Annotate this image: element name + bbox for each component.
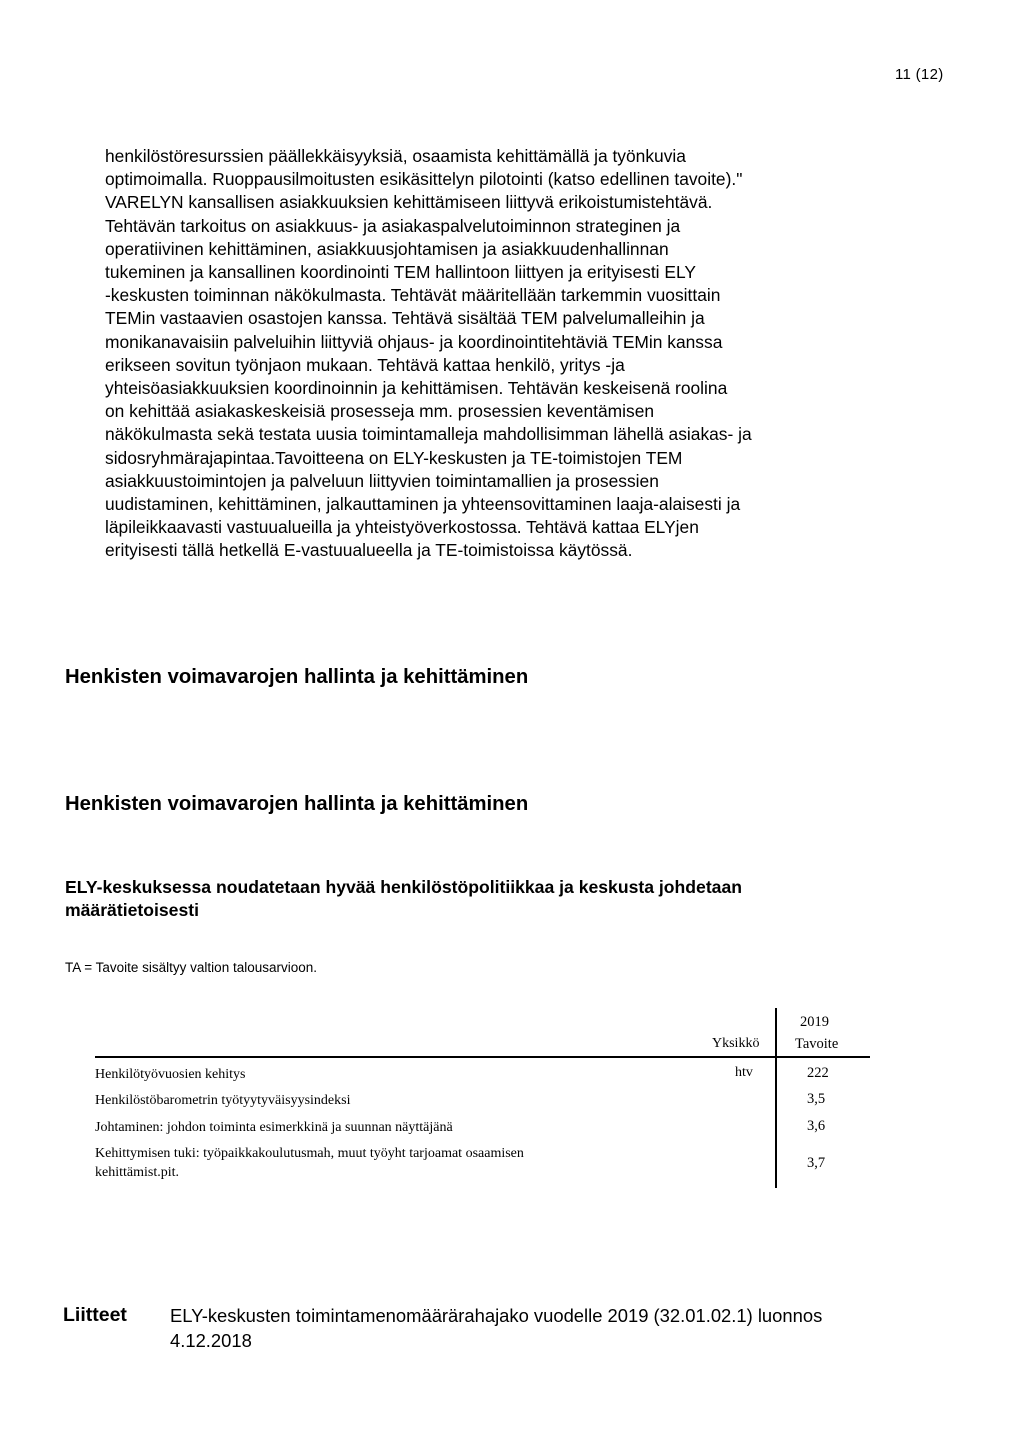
row-value: 3,6 [807, 1118, 826, 1134]
kpi-table [95, 1008, 870, 1188]
page-number: 11 (12) [895, 66, 944, 83]
section-heading: Henkisten voimavarojen hallinta ja kehittäminen [65, 666, 529, 688]
table-year-header: 2019 [800, 1014, 829, 1030]
footnote: TA = Tavoite sisältyy valtion talousarvioon. [65, 960, 318, 975]
row-label: Henkilöstöbarometrin työtyytyväisyysindeksi [95, 1093, 351, 1108]
attachments-label: Liitteet [63, 1304, 127, 1326]
body-line: sidosryhmärajapintaa.Tavoitteena on ELY-keskusten ja TE-toimistojen TEM [105, 447, 683, 468]
body-line: on kehittää asiakaskeskeisiä prosesseja mm. prosessien keventämisen [105, 401, 655, 422]
row-label: Kehittymisen tuki: työpaikkakoulutusmah, muut työyht tarjoamat osaamisen [95, 1146, 524, 1161]
policy-line: ELY-keskuksessa noudatetaan hyvää henkilöstöpolitiikkaa ja keskusta johdetaan [65, 877, 742, 897]
body-line: asiakkuustoimintojen ja palveluun liittyvien toimintamallien ja prosessien [105, 470, 659, 491]
body-line: Tehtävän tarkoitus on asiakkuus- ja asiakaspalvelutoiminnon strateginen ja [105, 215, 681, 236]
column-header-unit: Yksikkö [712, 1036, 760, 1051]
body-line: -keskusten toiminnan näkökulmasta. Tehtävät määritellään tarkemmin vuosittain [105, 285, 721, 306]
body-line: operatiivinen kehittäminen, asiakkuusjohtamisen ja asiakkuudenhallinnan [105, 238, 669, 259]
column-header-target: Tavoite [795, 1036, 839, 1052]
body-line: läpileikkaavasti vastuualueilla ja yhteistyöverkostossa. Tehtävä kattaa ELYjen [105, 517, 699, 538]
table-divider-horizontal [95, 1056, 870, 1058]
row-label-continued: kehittämist.pit. [95, 1165, 179, 1180]
row-unit: htv [735, 1065, 753, 1080]
body-line: henkilöstöresurssien päällekkäisyyksiä, osaamista kehittämällä ja työnkuvia [105, 146, 686, 166]
body-line: erityisesti tällä hetkellä E-vastuualueella ja TE-toimistoissa käytössä. [105, 540, 633, 561]
policy-statement [65, 876, 742, 922]
body-line: näkökulmasta sekä testata uusia toimintamalleja mahdollisimman lähellä asiakas- ja [105, 424, 752, 445]
row-value: 3,5 [807, 1091, 826, 1107]
attachment-date: 4.12.2018 [170, 1330, 252, 1351]
section-subheading: Henkisten voimavarojen hallinta ja kehittäminen [65, 793, 529, 815]
body-line: TEMin vastaavien osastojen kanssa. Tehtävä sisältää TEM palvelumalleihin ja [105, 308, 705, 329]
row-label: Henkilötyövuosien kehitys [95, 1067, 246, 1082]
body-line: VARELYN kansallisen asiakkuuksien kehittämiseen liittyvä erikoistumistehtävä. [105, 192, 713, 213]
body-line: erikseen sovitun työnjaon mukaan. Tehtävä kattaa henkilö, yritys -ja [105, 354, 625, 375]
row-value: 222 [807, 1065, 829, 1081]
table-divider-vertical [775, 1008, 777, 1188]
body-line: monikanavaisiin palveluihin liittyviä ohjaus- ja koordinointitehtäviä TEMin kanssa [105, 331, 723, 352]
body-line: optimoimalla. Ruoppausilmoitusten esikäsittelyn pilotointi (katso edellinen tavoite)." [105, 169, 743, 190]
body-paragraph [105, 145, 885, 563]
attachment-title: ELY-keskusten toimintamenomäärärahajako vuodelle 2019 (32.01.02.1) luonnos [170, 1305, 823, 1326]
row-label: Johtaminen: johdon toiminta esimerkkinä ja suunnan näyttäjänä [95, 1120, 453, 1135]
policy-line: määrätietoisesti [65, 900, 199, 920]
body-line: uudistaminen, kehittäminen, jalkauttaminen ja yhteensovittaminen laaja-alaisesti ja [105, 494, 741, 515]
body-line: yhteisöasiakkuuksien koordinoinnin ja kehittämisen. Tehtävän keskeisenä roolina [105, 378, 728, 399]
row-value: 3,7 [807, 1155, 826, 1171]
body-line: tukeminen ja kansallinen koordinointi TEM hallintoon liittyen ja erityisesti ELY [105, 262, 696, 283]
